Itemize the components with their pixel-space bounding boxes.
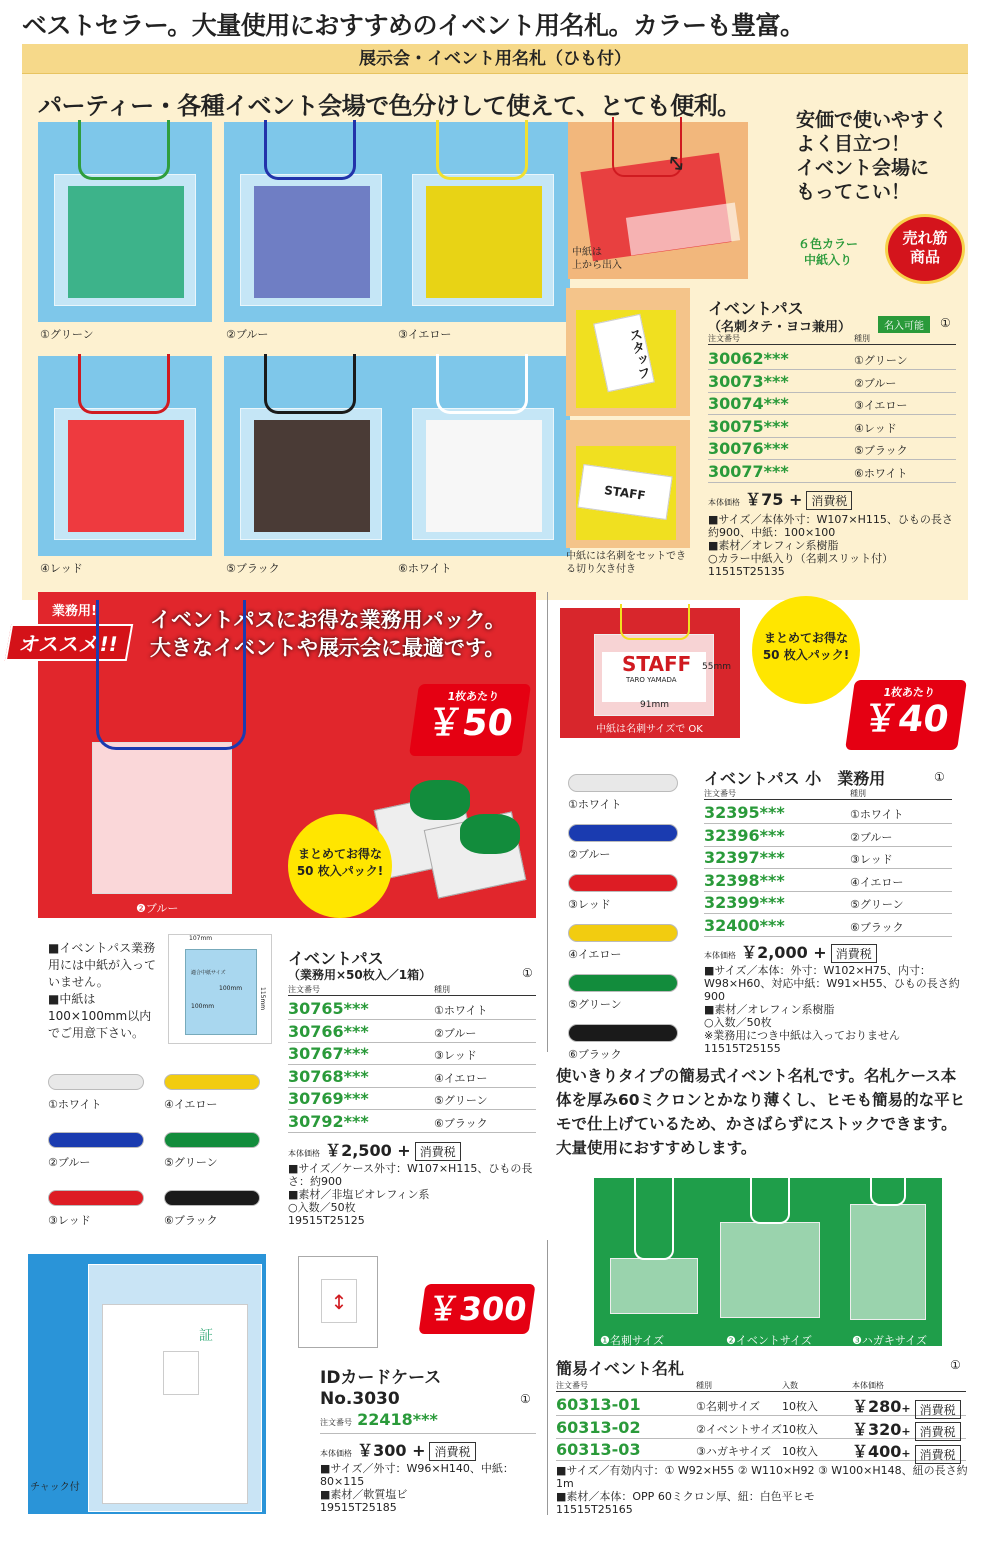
order-type: ①ホワイト	[434, 1004, 488, 1017]
rope-swatch	[568, 774, 678, 792]
order-type: ③レッド	[434, 1049, 477, 1062]
price-line: 本体価格 ￥75 + 消費税	[708, 487, 852, 510]
table-row	[288, 1088, 536, 1110]
rope-label: ②ブルー	[48, 1156, 91, 1169]
id-case-photo	[28, 1254, 266, 1514]
order-type: ①ホワイト	[850, 808, 904, 821]
tag-business: 業務用!	[52, 604, 97, 619]
order-type: ②ブルー	[850, 830, 893, 844]
staff-caption: 中紙は名刺サイズで OK	[596, 724, 703, 735]
rope-swatch	[568, 824, 678, 842]
table-row	[556, 1439, 966, 1461]
order-code: 30062***	[708, 349, 789, 368]
table-header-2	[288, 984, 536, 996]
tax-box: 消費税	[429, 1442, 475, 1461]
tile-label: ③イエロー	[398, 328, 452, 341]
note-text: ■イベントパス業務用には中紙が入っていません。 ■中紙は100×100mm以内でご用意下さい。	[48, 941, 157, 1040]
order-type: ⑥ホワイト	[854, 466, 908, 480]
product-sub-2: （業務用×50枚入／1箱）	[288, 968, 432, 982]
photo-caption-blue: ❷ブルー	[136, 902, 179, 915]
col-type: 種別	[696, 1381, 712, 1390]
table-header-5	[556, 1380, 966, 1392]
order-type: ①名刺サイズ	[696, 1400, 760, 1413]
col-type: 種別	[854, 334, 870, 343]
circle-num-5: ①	[950, 1358, 961, 1372]
tile-paper	[254, 420, 370, 532]
tile-cord	[264, 120, 356, 180]
order-code: 60313-03	[556, 1440, 641, 1459]
circle-num: ①	[940, 316, 951, 330]
order-type: ⑤ブラック	[854, 444, 908, 457]
order-type: ④イエロー	[434, 1071, 488, 1085]
order-code: 30074***	[708, 394, 789, 413]
section-title-bar: 展示会・イベント用名札（ひも付）	[22, 44, 968, 74]
diag-width: 107mm	[189, 935, 213, 942]
order-type: ④レッド	[854, 421, 897, 435]
price-cell	[852, 1439, 961, 1464]
order-code: 32397***	[704, 848, 785, 867]
price-value: ￥2,500	[325, 1141, 392, 1160]
order-code: 32395***	[704, 803, 785, 822]
dim-height: 55mm	[702, 662, 731, 672]
page-headline: ベストセラー。大量使用におすすめのイベント用名札。カラーも豊富。	[22, 11, 805, 40]
tile-label: ①グリーン	[40, 328, 94, 341]
price-value: ￥75	[745, 490, 784, 509]
divider	[547, 1240, 548, 1515]
circle-num-2: ①	[522, 966, 533, 980]
spec-text-2: ■サイズ／ケース外寸：W107×H115、ひもの長さ：約900 ■素材／非塩ビオレフィン系 ○入数／50枚 19515T25125	[288, 1162, 533, 1227]
tile-label: ⑤ブラック	[226, 562, 280, 575]
order-code: 30765***	[288, 999, 369, 1018]
table-row	[556, 1417, 966, 1439]
section2-heading: イベントパスにお得な業務用パック。 大きなイベントや展示会に最適です。	[150, 608, 506, 660]
rope-label: ⑤グリーン	[568, 998, 622, 1011]
order-type: ①グリーン	[854, 354, 908, 367]
color-tile	[224, 122, 398, 322]
order-qty: 10枚入	[782, 1400, 818, 1413]
circle-num-3: ①	[934, 770, 945, 784]
color-tile	[396, 356, 570, 556]
table-header	[708, 333, 956, 345]
table-row	[708, 438, 956, 460]
bestseller-badge: 売れ筋 商品	[885, 214, 965, 284]
circle-num-4: ①	[520, 1392, 531, 1406]
rope-label: ④イエロー	[568, 948, 622, 961]
table-row	[288, 998, 536, 1020]
rope-label: ①ホワイト	[48, 1098, 102, 1111]
order-type: ②ブルー	[434, 1026, 477, 1040]
tile-cord	[436, 354, 528, 414]
table-row	[288, 1066, 536, 1088]
staff-card-photo-1	[566, 288, 690, 416]
rope-swatch	[164, 1132, 260, 1148]
tax-box: 消費税	[806, 491, 852, 510]
clear-pouch	[92, 742, 232, 894]
table-row	[556, 1394, 966, 1416]
order-qty: 10枚入	[782, 1445, 818, 1458]
price-label: 本体価格	[320, 1449, 352, 1458]
order-type: ⑥ブラック	[434, 1116, 488, 1130]
price-value: ￥300	[357, 1441, 407, 1460]
diag-100b: 100mm	[191, 1003, 215, 1010]
tag-recommend: オススメ!!	[5, 624, 134, 661]
table-row	[708, 371, 956, 393]
order-type: ②イベントサイズ	[696, 1422, 782, 1436]
diag-height: 115mm	[259, 987, 266, 1011]
rope-swatch	[568, 874, 678, 892]
order-type: ⑥ブラック	[850, 920, 904, 934]
rope-label: ③レッド	[48, 1214, 91, 1227]
rope-swatch	[48, 1190, 144, 1206]
photo-label: ❷イベントサイズ	[726, 1334, 812, 1347]
photo-label: ❸ハガキサイズ	[852, 1334, 927, 1347]
order-code: 32399***	[704, 893, 785, 912]
product-title-3: イベントパス 小 業務用	[704, 769, 886, 788]
table-row	[704, 892, 952, 914]
order-type: ③ハガキサイズ	[696, 1445, 771, 1458]
code-label: 注文番号	[320, 1418, 352, 1427]
price-line-4: 本体価格 ￥300 + 消費税	[320, 1438, 476, 1461]
rope-swatch	[568, 1024, 678, 1042]
zip-label: チャック付	[30, 1482, 80, 1493]
table-row	[708, 348, 956, 370]
table-row	[704, 825, 952, 847]
product-title: イベントパス	[708, 299, 804, 318]
name-ok-badge: 名入可能	[878, 316, 930, 333]
pack-photo	[380, 780, 530, 900]
rope-label: ①ホワイト	[568, 798, 622, 811]
spec-text-3: ■サイズ／本体：外寸：W102×H75、内寸：W98×H60、対応中紙：W91×H55、ひもの長さ約900 ■素材／オレフィン系樹脂 ○入数／50枚 ※業務用につき中紙は入っておりません 11515T25155	[704, 964, 960, 1055]
col-price: 本体価格	[852, 1381, 884, 1390]
rope-swatch	[164, 1074, 260, 1090]
pack-badge-3: まとめてお得な 50 枚入パック!	[752, 596, 860, 704]
order-code: 22418***	[357, 1410, 438, 1429]
price-burst-40	[845, 680, 967, 750]
rope-label: ⑤グリーン	[164, 1156, 218, 1169]
col-code: 注文番号	[704, 789, 736, 798]
code-row-4	[320, 1410, 536, 1434]
rope-swatch	[164, 1190, 260, 1206]
tax-box: 消費税	[831, 944, 877, 963]
taro-text: TARO YAMADA	[626, 676, 677, 684]
pack-badge: まとめてお得な 50 枚入パック!	[288, 814, 392, 918]
product-title-4: IDカードケース No.3030	[320, 1368, 442, 1409]
six-color-note: ６色カラー 中紙入り	[798, 237, 859, 267]
col-code: 注文番号	[556, 1381, 588, 1390]
table-header-3	[704, 788, 952, 800]
diag-inner: 適合中紙サイズ	[191, 970, 226, 976]
rope-swatch	[48, 1132, 144, 1148]
staff-photo	[560, 608, 740, 738]
card-text-staff: STAFF	[577, 464, 672, 520]
order-code: 30768***	[288, 1066, 369, 1086]
rope-swatch	[48, 1074, 144, 1090]
table-row	[704, 915, 952, 937]
photo-caption: 中紙は 上から出入	[572, 247, 622, 271]
price-cell	[852, 1417, 961, 1442]
product-subtitle: （名刺タテ・ヨコ兼用）	[708, 320, 852, 335]
order-qty: 10枚入	[782, 1422, 818, 1436]
table-row	[288, 1043, 536, 1065]
order-code: 30766***	[288, 1021, 369, 1041]
simple-tags-photo	[594, 1178, 942, 1346]
table-row	[708, 461, 956, 483]
order-type: ③レッド	[850, 853, 893, 866]
order-type: ③イエロー	[854, 399, 908, 412]
card-text-vertical: スタッフ	[593, 314, 655, 392]
col-type: 種別	[850, 789, 866, 798]
diag-100a: 100mm	[219, 985, 243, 992]
price-label: 本体価格	[288, 1149, 320, 1158]
col-code: 注文番号	[288, 985, 320, 994]
big-price: ￥50	[423, 703, 516, 744]
price-label: 本体価格	[704, 951, 736, 960]
staff-text: STAFF	[622, 652, 692, 676]
tile-cord	[78, 120, 170, 180]
row-price: ￥320	[852, 1419, 902, 1439]
order-code: 60313-01	[556, 1395, 641, 1414]
table-row	[704, 847, 952, 869]
plus-sign: +	[901, 1402, 911, 1415]
order-code: 32396***	[704, 825, 785, 845]
rope-swatch	[568, 974, 678, 992]
rope-label: ⑥ブラック	[568, 1048, 622, 1061]
price-line-2: 本体価格 ￥2,500 + 消費税	[288, 1138, 461, 1161]
rope-swatch	[568, 924, 678, 942]
order-code: 32398***	[704, 870, 785, 890]
intro-text: 使いきりタイプの簡易式イベント名札です。名札ケース本体を厚み60ミクロンとかなり薄くし、ヒモも簡易的な平ヒモで仕上げているため、かさばらずにストックできます。大量使用におすすめします。	[556, 1067, 966, 1157]
order-type: ②ブルー	[854, 376, 897, 390]
table-row	[708, 416, 956, 438]
rope-label: ③レッド	[568, 898, 611, 911]
tax-box: 消費税	[415, 1142, 461, 1161]
tax-box: 消費税	[915, 1422, 961, 1441]
price-burst-50	[409, 684, 531, 756]
order-code: 30792***	[288, 1111, 369, 1131]
card-kanji: 証	[199, 1328, 213, 1344]
tile-paper	[426, 186, 542, 298]
tile-cord	[436, 120, 528, 180]
section-heading: パーティー・各種イベント会場で色分けして使えて、とても便利。	[38, 92, 741, 120]
rope-label: ④イエロー	[164, 1098, 218, 1111]
per-one-label: 1枚あたり	[446, 690, 501, 703]
row-price: ￥280	[852, 1397, 902, 1416]
row-price: ￥400	[852, 1442, 902, 1461]
price-label: 本体価格	[708, 498, 740, 507]
tile-paper	[426, 420, 542, 532]
plus-sign: +	[901, 1447, 911, 1460]
promo-text: 安価で使いやすく よく目立つ！ イベント会場に もってこい！	[796, 109, 949, 203]
col-code: 注文番号	[708, 334, 740, 343]
price-line-3: 本体価格 ￥2,000 + 消費税	[704, 940, 877, 963]
tile-label: ④レッド	[40, 562, 83, 575]
price-cell	[852, 1394, 961, 1419]
order-code: 30769***	[288, 1089, 369, 1108]
dim-width: 91mm	[640, 700, 669, 710]
order-code: 30077***	[708, 461, 789, 481]
order-type: ⑤グリーン	[850, 898, 904, 911]
price-burst-300: ￥300	[418, 1284, 535, 1334]
rope-label: ②ブルー	[568, 848, 611, 861]
size-diagram	[168, 934, 272, 1044]
big-price: ￥40	[859, 699, 952, 740]
tile-paper	[68, 186, 184, 298]
spec-text-4: ■サイズ／外寸：W96×H140、中紙：80×115 ■素材／軟質塩ビ 19515T25185	[320, 1462, 514, 1514]
red-pass-photo: ↕ 中紙は 上から出入	[568, 122, 748, 279]
spec-text: ■サイズ／本体外寸：W107×H115、ひもの長さ約900、中紙：100×100 ■素材／オレフィン系樹脂 ○カラー中紙入り（名刺スリット付） 11515T25135	[708, 513, 953, 578]
product-title-2: イベントパス	[288, 949, 384, 968]
tax-box: 消費税	[915, 1445, 961, 1464]
tile-cord	[264, 354, 356, 414]
order-code: 30767***	[288, 1044, 369, 1063]
table-row	[288, 1111, 536, 1133]
spec-text-5: ■サイズ／有効内寸：① W92×H55 ② W110×H92 ③ W100×H148、紐の長さ約1m ■素材／本体：OPP 60ミクロン厚、紐：白色平ヒモ 11515T25165	[556, 1464, 968, 1516]
tile-paper	[68, 420, 184, 532]
order-code: 60313-02	[556, 1417, 641, 1437]
table-row	[708, 393, 956, 415]
tax-box: 消費税	[915, 1400, 961, 1419]
color-tile	[38, 122, 212, 322]
order-code: 30075***	[708, 416, 789, 436]
col-qty: 入数	[782, 1381, 798, 1390]
staff-card-photo-2	[566, 420, 690, 548]
product-title-5: 簡易イベント名札	[556, 1359, 685, 1378]
order-code: 30076***	[708, 439, 789, 458]
order-code: 32400***	[704, 915, 785, 935]
order-type: ④イエロー	[850, 875, 904, 889]
tile-paper	[254, 186, 370, 298]
color-tile	[38, 356, 212, 556]
table-row	[288, 1021, 536, 1043]
order-code: 30073***	[708, 371, 789, 391]
color-tile	[396, 122, 570, 322]
table-row	[704, 802, 952, 824]
id-case-detail: ↕	[298, 1256, 378, 1348]
blue-cord	[96, 600, 246, 750]
photo-label: ❶名刺サイズ	[600, 1334, 664, 1347]
photo-caption-2: 中紙には名刺をセットでき る切り欠き付き	[566, 551, 686, 575]
col-type: 種別	[434, 985, 450, 994]
plus-sign: +	[901, 1424, 911, 1438]
tile-label: ⑥ホワイト	[398, 562, 452, 575]
rope-label: ⑥ブラック	[164, 1214, 218, 1227]
price-value: ￥2,000	[741, 943, 808, 962]
color-tile	[224, 356, 398, 556]
divider	[547, 592, 548, 1052]
tile-cord	[78, 354, 170, 414]
table-row	[704, 870, 952, 892]
per-one-label: 1枚あたり	[882, 686, 936, 699]
order-type: ⑤グリーン	[434, 1094, 488, 1107]
tile-label: ②ブルー	[226, 328, 269, 341]
